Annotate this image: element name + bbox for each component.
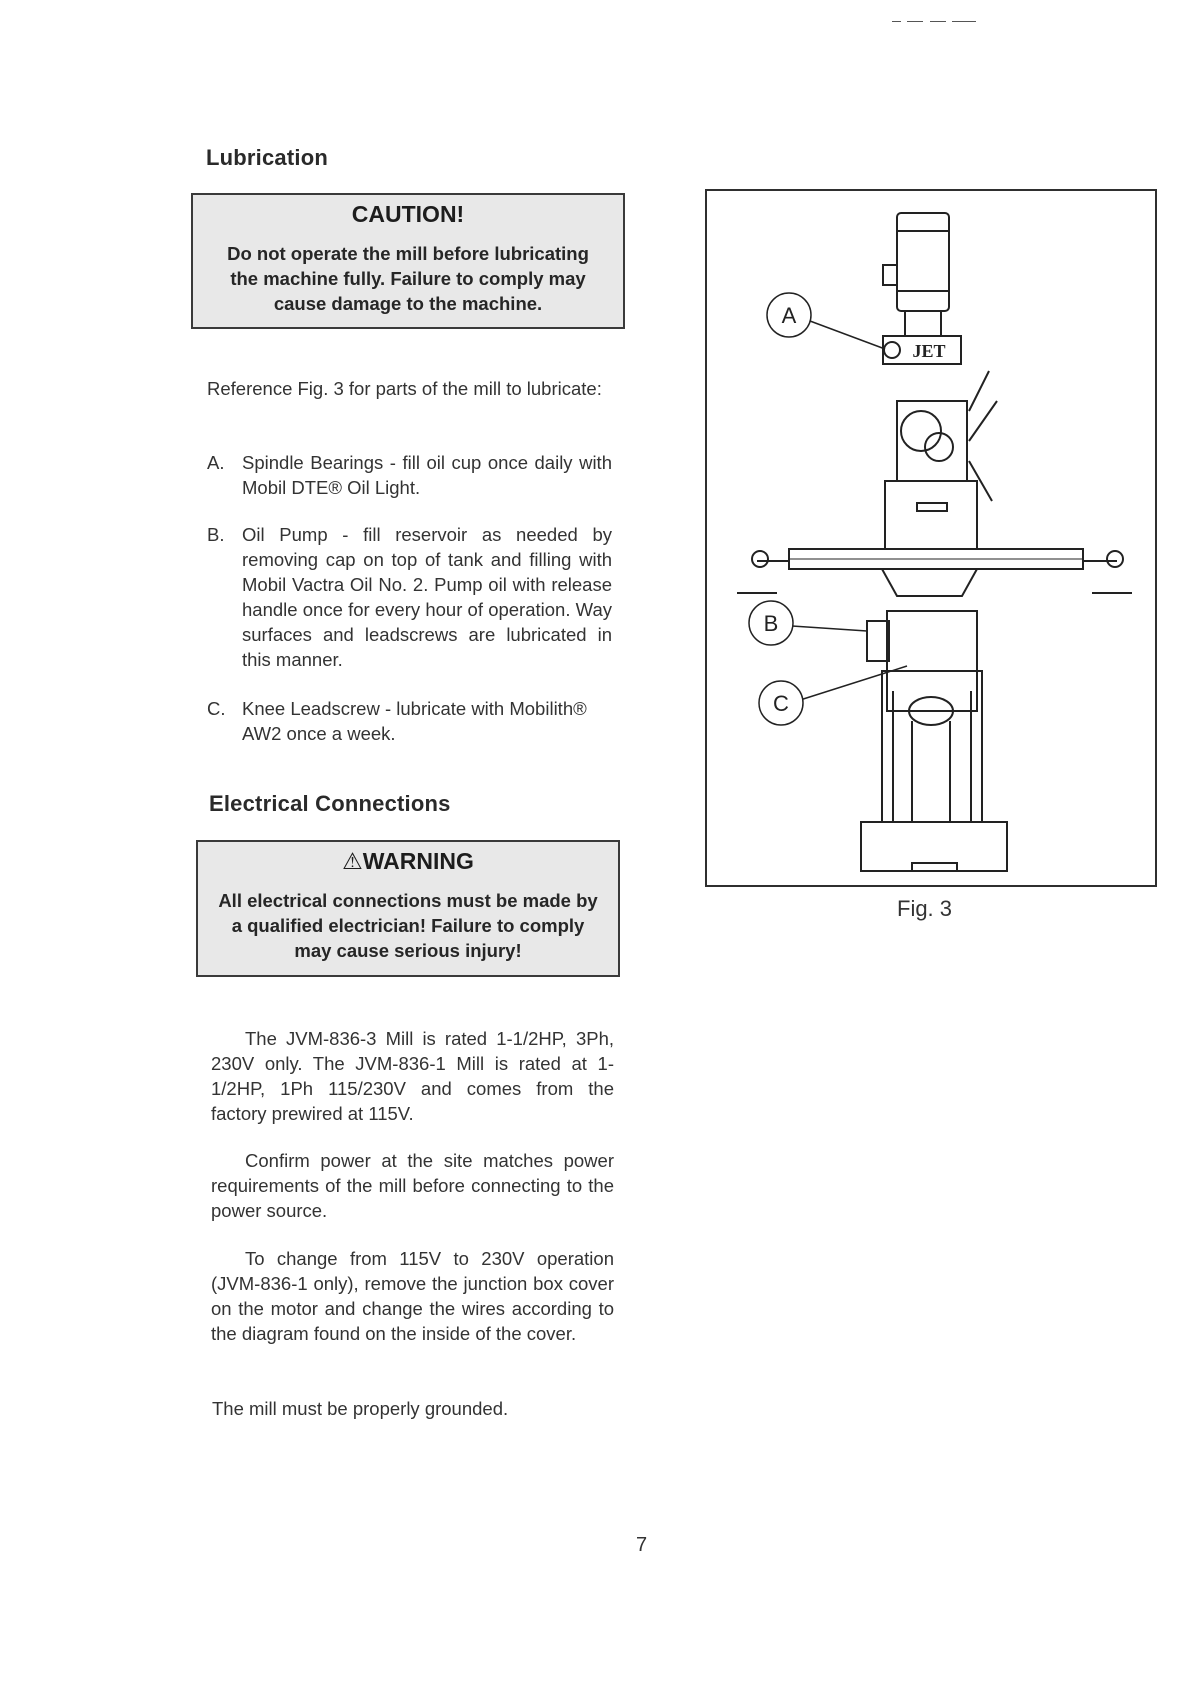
scan-mark — [930, 21, 946, 22]
left-handwheel — [752, 551, 768, 567]
machine-knee — [887, 611, 977, 711]
oil-pump — [867, 621, 889, 661]
lubrication-item-b — [207, 522, 612, 672]
elevating-screw — [912, 721, 950, 822]
item-text: Oil Pump - fill reservoir as needed by removing cap on top of tank and filling with Mobil Vactra Oil No. 2. Pump oil with release handle once for every hour of operation. Way surfaces and leadscrews are lubricated in this manner. — [242, 524, 612, 670]
right-handwheel — [1107, 551, 1123, 567]
warning-title: ⚠WARNING — [342, 848, 474, 874]
machine-turret — [885, 481, 977, 549]
lubrication-heading: Lubrication — [206, 145, 328, 170]
electrical-paragraph: To change from 115V to 230V operation (JVM-836-1 only), remove the junction box cover on the motor and change the wires according to the diagram found on the inside of the cover. — [211, 1248, 614, 1344]
item-letter: B. — [207, 524, 225, 545]
machine-saddle — [882, 569, 977, 596]
figure-3-frame — [705, 189, 1157, 887]
item-letter: C. — [207, 698, 226, 719]
figure-caption: Fig. 3 — [897, 896, 953, 921]
warning-line: a qualified electrician! Failure to comply — [231, 915, 585, 936]
caution-box — [191, 193, 625, 329]
caution-line: cause damage to the machine. — [273, 293, 543, 314]
scan-mark — [892, 21, 901, 22]
milling-head — [897, 401, 967, 481]
base-foot — [912, 863, 957, 871]
electrical-closing: The mill must be properly grounded. — [212, 1398, 509, 1419]
warning-line: All electrical connections must be made by — [218, 890, 598, 911]
milling-machine-drawing — [707, 191, 1155, 885]
item-text: Knee Leadscrew - lubricate with Mobilith® AW2 once a week. — [242, 698, 587, 744]
callout-c-label: C — [773, 691, 789, 716]
lubrication-item-a — [207, 450, 612, 500]
callout-a-label: A — [781, 303, 797, 328]
caution-line: the machine fully. Failure to comply may — [230, 268, 586, 289]
leader-c — [797, 666, 907, 701]
electrical-heading: Electrical Connections — [209, 791, 451, 816]
machine-column — [882, 671, 982, 822]
lubrication-intro: Reference Fig. 3 for parts of the mill to lubricate: — [207, 378, 602, 399]
electrical-paragraph: The JVM-836-3 Mill is rated 1-1/2HP, 3Ph, 230V only. The JVM-836-1 Mill is rated at 1-1/2HP, 1Ph 115/230V and comes from the factory prewired at 115V. — [211, 1028, 614, 1124]
lubrication-item-c — [207, 696, 612, 746]
caution-line: Do not operate the mill before lubricating — [227, 243, 589, 264]
caution-text — [193, 241, 623, 316]
warning-line: may cause serious injury! — [294, 940, 522, 961]
leader-b — [792, 626, 867, 631]
warning-text — [198, 888, 618, 963]
caution-title: CAUTION! — [351, 201, 465, 227]
page-number: 7 — [636, 1534, 648, 1556]
scan-mark — [952, 21, 976, 22]
item-text: Spindle Bearings - fill oil cup once daily with Mobil DTE® Oil Light. — [242, 452, 612, 498]
motor — [897, 213, 949, 311]
electrical-paragraph: Confirm power at the site matches power requirements of the mill before connecting to the power source. — [211, 1150, 614, 1221]
leader-a — [810, 321, 885, 349]
scan-mark — [907, 21, 923, 22]
callout-b-label: B — [763, 611, 779, 636]
item-letter: A. — [207, 452, 225, 473]
warning-box — [196, 840, 620, 977]
jet-logo: JET — [912, 341, 946, 361]
